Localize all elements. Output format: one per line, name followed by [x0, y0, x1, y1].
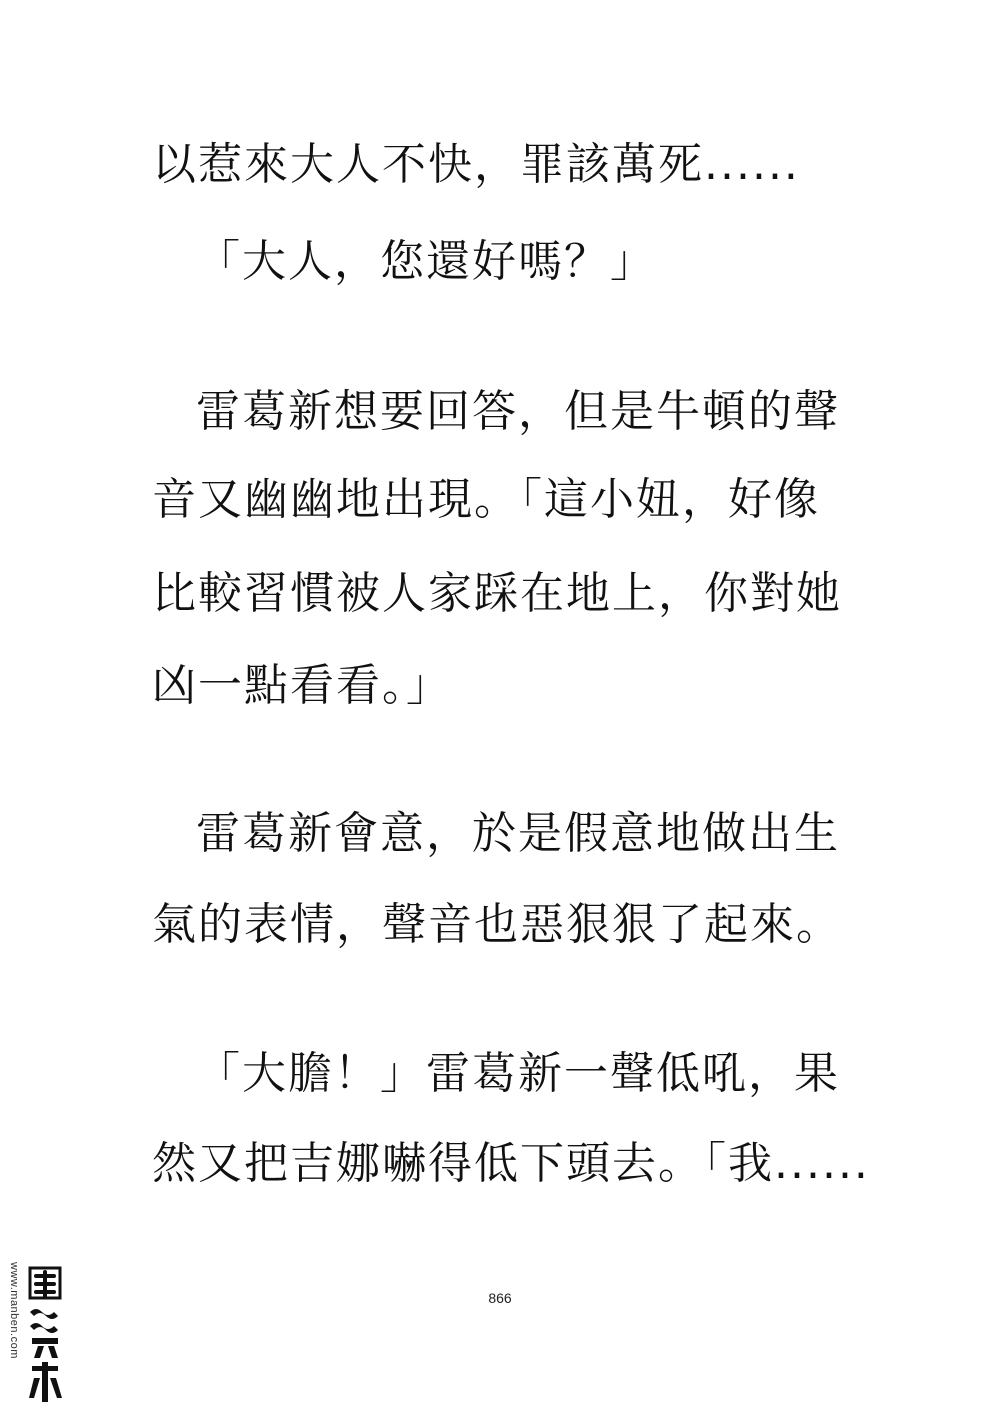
text-line-4: 音又幽幽地出現。「這小妞，好像 [152, 474, 820, 525]
text-line-8: 氣的表情，聲音也惡狠狠了起來。 [152, 899, 842, 950]
watermark-logo-icon [24, 1262, 66, 1406]
text-line-6: 凶一點看看。」 [152, 660, 452, 711]
watermark [6, 1262, 68, 1406]
text-line-3: 雷葛新想要回答，但是牛頓的聲 [196, 386, 840, 437]
text-line-5: 比較習慣被人家踩在地上，你對她 [152, 568, 842, 619]
text-line-2: 「大人，您還好嗎？」 [196, 236, 656, 287]
text-line-1: 以惹來大人不快，罪該萬死...... [152, 139, 800, 190]
text-line-7: 雷葛新會意，於是假意地做出生 [196, 808, 840, 859]
text-line-10: 然又把吉娜嚇得低下頭去。「我...... [152, 1138, 870, 1189]
page-number: 866 [488, 1290, 512, 1306]
watermark-url: www.manben.com [8, 1262, 20, 1359]
text-line-9: 「大膽！」雷葛新一聲低吼，果 [196, 1048, 840, 1099]
